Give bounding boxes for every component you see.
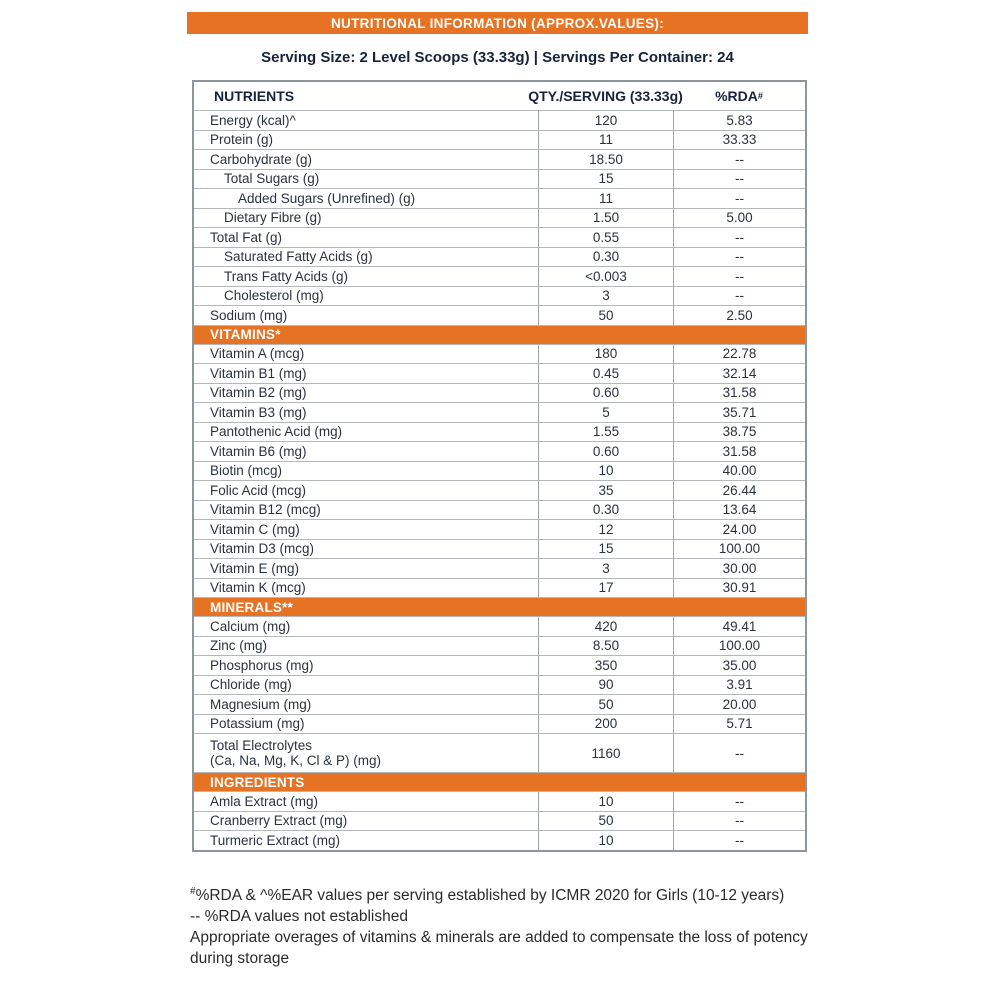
page-title: NUTRITIONAL INFORMATION (APPROX.VALUES): <box>331 15 664 31</box>
table-row <box>194 636 805 656</box>
table-row <box>194 110 805 130</box>
rda-value: -- <box>673 812 805 831</box>
qty-value: 120 <box>538 111 673 130</box>
rda-value: 26.44 <box>673 481 805 500</box>
qty-value: 10 <box>538 831 673 850</box>
rda-value: 31.58 <box>673 384 805 403</box>
table-row <box>194 811 805 831</box>
rda-value: 24.00 <box>673 520 805 539</box>
qty-value: 15 <box>538 170 673 189</box>
nutrient-label: Vitamin A (mcg) <box>210 346 305 361</box>
qty-value: 0.60 <box>538 442 673 461</box>
nutrient-label: Turmeric Extract (mg) <box>210 832 341 848</box>
table-row <box>194 578 805 598</box>
table-row <box>194 169 805 189</box>
table-row <box>194 539 805 559</box>
qty-value: 0.45 <box>538 364 673 383</box>
qty-value: 0.55 <box>538 228 673 247</box>
rda-value: 100.00 <box>673 540 805 559</box>
rda-value: -- <box>673 228 805 247</box>
nutrition-label <box>187 0 808 969</box>
table-row <box>194 714 805 734</box>
nutrient-label: Vitamin B2 (mg) <box>210 385 307 400</box>
qty-value: 1.55 <box>538 423 673 442</box>
qty-value: 180 <box>538 345 673 364</box>
qty-value: 420 <box>538 617 673 636</box>
rda-value: 40.00 <box>673 462 805 481</box>
qty-value: 8.50 <box>538 637 673 656</box>
qty-value: 50 <box>538 812 673 831</box>
nutrient-label: Magnesium (mg) <box>210 696 312 712</box>
table-row <box>194 149 805 169</box>
section-header-minerals <box>194 597 805 616</box>
rda-value: 5.71 <box>673 715 805 734</box>
table-row <box>194 286 805 306</box>
rda-value: 30.00 <box>673 559 805 578</box>
nutrient-label: Zinc (mg) <box>210 638 267 653</box>
nutrient-label: Vitamin B6 (mg) <box>210 443 307 459</box>
rda-value: 13.64 <box>673 501 805 520</box>
nutrient-label: Added Sugars (Unrefined) (g) <box>238 190 416 206</box>
qty-value: 11 <box>538 131 673 150</box>
section-title: VITAMINS* <box>210 327 281 342</box>
nutrient-label: Vitamin B12 (mcg) <box>210 502 321 517</box>
column-header-qty: QTY./SERVING (33.33g) <box>528 88 683 104</box>
table-row <box>194 500 805 520</box>
nutrient-label: Pantothenic Acid (mg) <box>210 424 343 439</box>
nutrient-label: Total Fat (g) <box>210 229 283 245</box>
nutrient-label: Sodium (mg) <box>210 307 288 323</box>
rda-value: 3.91 <box>673 676 805 695</box>
nutrient-label: Amla Extract (mg) <box>210 793 319 809</box>
rda-value: -- <box>673 248 805 267</box>
rda-value: -- <box>673 189 805 208</box>
rda-value: 33.33 <box>673 131 805 150</box>
qty-value: 0.30 <box>538 501 673 520</box>
nutrient-label: Vitamin B1 (mg) <box>210 365 307 381</box>
qty-value: 0.60 <box>538 384 673 403</box>
rda-value: -- <box>673 792 805 811</box>
qty-value: <0.003 <box>538 267 673 286</box>
qty-value: 350 <box>538 656 673 675</box>
footnotes <box>190 885 808 969</box>
table-row <box>194 830 805 850</box>
table-row <box>194 188 805 208</box>
qty-value: 12 <box>538 520 673 539</box>
rda-value: -- <box>673 267 805 286</box>
rda-value: 35.00 <box>673 656 805 675</box>
rda-value: 5.00 <box>673 209 805 228</box>
rda-value: 30.91 <box>673 579 805 598</box>
rda-value: 38.75 <box>673 423 805 442</box>
rda-value: -- <box>673 150 805 169</box>
qty-value: 1.50 <box>538 209 673 228</box>
nutrient-label: Protein (g) <box>210 132 274 147</box>
qty-value: 10 <box>538 792 673 811</box>
qty-value: 50 <box>538 695 673 714</box>
serving-info: Serving Size: 2 Level Scoops (33.33g) | Servings Per Container: 24 <box>261 49 734 66</box>
table-row <box>194 461 805 481</box>
section-title: MINERALS** <box>210 599 294 615</box>
nutrient-label: Cholesterol (mg) <box>224 288 324 303</box>
qty-value: 17 <box>538 579 673 598</box>
nutrient-label: Chloride (mg) <box>210 677 292 692</box>
table-row <box>194 422 805 442</box>
nutrient-label: Dietary Fibre (g) <box>224 210 322 225</box>
table-row <box>194 558 805 578</box>
table-row <box>194 733 805 772</box>
title-banner <box>187 12 808 34</box>
qty-value: 10 <box>538 462 673 481</box>
qty-value: 50 <box>538 306 673 325</box>
footnote-not-established: -- %RDA values not established <box>190 907 408 925</box>
table-body <box>194 110 805 850</box>
nutrient-label: Saturated Fatty Acids (g) <box>224 249 373 264</box>
nutrient-label: Cranberry Extract (mg) <box>210 813 348 828</box>
nutrient-label: Total Sugars (g) <box>224 171 320 186</box>
section-header-vitamins <box>194 325 805 344</box>
nutrient-label: Folic Acid (mcg) <box>210 482 307 498</box>
nutrient-label: Total Electrolytes <box>210 737 313 753</box>
footnote-rda-ear: #%RDA & ^%EAR values per serving established by ICMR 2020 for Girls (10-12 years) <box>190 885 785 904</box>
nutrient-label-line2: (Ca, Na, Mg, K, Cl & P) (mg) <box>210 753 382 768</box>
table-row <box>194 655 805 675</box>
table-row <box>194 305 805 325</box>
qty-value: 1160 <box>538 734 673 772</box>
section-title: INGREDIENTS <box>210 774 305 790</box>
nutrient-label: Carbohydrate (g) <box>210 151 313 167</box>
rda-value: 2.50 <box>673 306 805 325</box>
nutrient-label: Vitamin B3 (mg) <box>210 404 307 420</box>
rda-value: 100.00 <box>673 637 805 656</box>
table-header-row <box>194 82 805 110</box>
qty-value: 200 <box>538 715 673 734</box>
table-row <box>194 694 805 714</box>
nutrient-label: Calcium (mg) <box>210 618 291 634</box>
nutrient-label: Vitamin D3 (mcg) <box>210 541 315 556</box>
rda-value: 49.41 <box>673 617 805 636</box>
nutrient-label: Trans Fatty Acids (g) <box>224 268 349 284</box>
nutrient-label: Energy (kcal)^ <box>210 112 296 128</box>
nutrient-label: Vitamin K (mcg) <box>210 580 306 595</box>
qty-value: 5 <box>538 403 673 422</box>
rda-value: 32.14 <box>673 364 805 383</box>
table-row <box>194 383 805 403</box>
table-row <box>194 402 805 422</box>
nutrient-label: Potassium (mg) <box>210 716 305 731</box>
qty-value: 15 <box>538 540 673 559</box>
qty-value: 35 <box>538 481 673 500</box>
rda-value: 20.00 <box>673 695 805 714</box>
table-row <box>194 519 805 539</box>
nutrient-label: Vitamin E (mg) <box>210 560 300 576</box>
nutrition-table <box>192 80 807 852</box>
qty-value: 3 <box>538 559 673 578</box>
table-row <box>194 130 805 150</box>
rda-value: 5.83 <box>673 111 805 130</box>
rda-value: -- <box>673 170 805 189</box>
table-row <box>194 363 805 383</box>
qty-value: 0.30 <box>538 248 673 267</box>
rda-value: 22.78 <box>673 345 805 364</box>
column-header-nutrients: NUTRIENTS <box>214 88 295 104</box>
table-row <box>194 480 805 500</box>
table-row <box>194 227 805 247</box>
table-row <box>194 675 805 695</box>
table-row <box>194 344 805 364</box>
rda-value: -- <box>673 287 805 306</box>
qty-value: 90 <box>538 676 673 695</box>
qty-value: 11 <box>538 189 673 208</box>
footnote-overages: Appropriate overages of vitamins & minerals are added to compensate the loss of potency during storage <box>190 928 808 967</box>
table-row <box>194 441 805 461</box>
qty-value: 18.50 <box>538 150 673 169</box>
column-header-rda: %RDA # <box>715 88 763 104</box>
rda-value: -- <box>673 831 805 850</box>
table-row <box>194 616 805 636</box>
table-row <box>194 247 805 267</box>
rda-value: -- <box>673 734 805 772</box>
qty-value: 3 <box>538 287 673 306</box>
table-row <box>194 208 805 228</box>
rda-value: 35.71 <box>673 403 805 422</box>
table-row <box>194 266 805 286</box>
section-header-ingredients <box>194 772 805 791</box>
table-row <box>194 791 805 811</box>
nutrient-label: Vitamin C (mg) <box>210 521 300 537</box>
nutrient-label: Biotin (mcg) <box>210 463 283 478</box>
rda-value: 31.58 <box>673 442 805 461</box>
nutrient-label: Phosphorus (mg) <box>210 657 314 673</box>
